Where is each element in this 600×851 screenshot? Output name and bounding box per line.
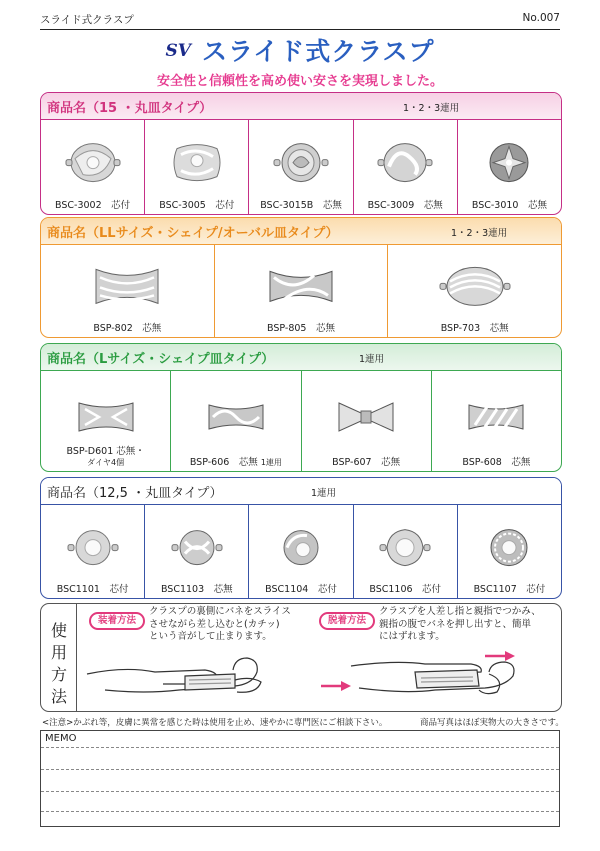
memo-line <box>41 811 559 812</box>
product-cell <box>458 120 561 214</box>
section-usage: 1連用 <box>311 488 337 499</box>
product-label <box>41 443 170 468</box>
clasp-rose-image <box>271 141 331 185</box>
section-title: 商品名（15 ・丸皿タイプ） <box>47 101 213 116</box>
product-label: BSC1107 芯付 <box>473 584 546 595</box>
product-label: BSP-703 芯無 <box>440 323 509 334</box>
section-usage: 1・2・3連用 <box>451 228 508 239</box>
product-label-note: 1連用 <box>260 458 282 467</box>
section-header <box>41 478 561 504</box>
product-label: BSC-3015B 芯無 <box>260 200 342 211</box>
doc-number: No.007 <box>522 12 560 24</box>
section-title: 商品名（LLサイズ・シェイプ/オーバル皿タイプ） <box>47 226 339 241</box>
attach-method-badge: 装着方法 <box>89 612 145 630</box>
product-cell <box>145 120 249 214</box>
clasp-knot-image <box>169 525 225 569</box>
product-label: BSP-805 芯無 <box>267 323 335 334</box>
clasp-pearl-swirl-image <box>273 525 329 569</box>
detach-method-badge: 脱着方法 <box>319 612 375 630</box>
clasp-pearl-petal-image <box>377 525 433 569</box>
product-cell <box>41 120 145 214</box>
usage-side-title: 使 用 方 法 <box>41 604 77 711</box>
clasp-flower-image <box>479 141 539 185</box>
product-cell <box>458 505 561 598</box>
product-cell <box>41 371 171 471</box>
clasp-oval-coil-image <box>438 263 512 309</box>
product-label: BSP-608 芯無 <box>462 457 531 468</box>
product-label: BSP-607 芯無 <box>332 457 401 468</box>
section-title: 商品名（Lサイズ・シェイプ皿タイプ） <box>47 352 275 367</box>
product-label-note: ダイヤ4個 <box>87 458 125 467</box>
top-header-bar <box>40 10 560 30</box>
photo-size-note: 商品写真はほぼ実物大の大きさです。 <box>420 718 564 728</box>
product-cell <box>432 371 561 471</box>
product-cell <box>41 505 145 598</box>
section-header <box>41 93 561 119</box>
section-125-round <box>40 477 562 599</box>
product-label: BSC1103 芯無 <box>160 584 233 595</box>
memo-box[interactable] <box>40 730 560 827</box>
section-usage: 1・2・3連用 <box>403 103 460 114</box>
product-cell <box>302 371 432 471</box>
product-label: BSC-3009 芯無 <box>367 200 443 211</box>
product-cell <box>388 245 561 337</box>
product-label: BSC1104 芯付 <box>265 584 337 595</box>
page-title <box>0 32 600 68</box>
product-label-text: BSP-606 芯無 <box>189 457 258 468</box>
section-title: 商品名（12,5 ・丸皿タイプ） <box>47 486 223 501</box>
detach-method-text: クラスプを人差し指と親指でつかみ、 親指の腹でバネを押し出すと、簡単 にはずれます。 <box>379 606 541 642</box>
section-15-round <box>40 92 562 215</box>
clasp-wave-image <box>205 397 267 437</box>
product-label: BSC-3010 芯無 <box>471 200 547 211</box>
product-label: BSC-3005 芯付 <box>159 200 235 211</box>
product-label: BSC1106 芯付 <box>369 584 442 595</box>
subtitle: 安全性と信頼性を高め使い安さを実現しました。 <box>156 74 443 89</box>
product-label: BSC-3002 芯付 <box>55 200 131 211</box>
clasp-twist-image <box>465 397 527 437</box>
product-cell <box>354 120 458 214</box>
memo-line <box>41 747 559 748</box>
product-cell <box>215 245 389 337</box>
clasp-pearl-image <box>65 525 121 569</box>
doc-category: スライド式クラスプ <box>40 14 134 26</box>
sv-logo: SV <box>165 41 191 61</box>
usage-instructions <box>40 603 562 712</box>
caution-note: <注意>かぶれ等，皮膚に異常を感じた時は使用を止め、速やかに専門医にご相談下さい。 <box>42 718 388 728</box>
section-header <box>41 218 561 244</box>
title-text: スライド式クラスプ <box>202 37 435 66</box>
product-cell <box>249 505 353 598</box>
clasp-ribbon-image <box>335 397 397 437</box>
product-cell <box>171 371 301 471</box>
section-l-shape <box>40 343 562 472</box>
memo-line <box>41 769 559 770</box>
section-usage: 1連用 <box>359 354 385 365</box>
clasp-bow-image <box>264 263 338 309</box>
clasp-pearl-lace-image <box>481 525 537 569</box>
usage-hand-illustration <box>85 650 559 710</box>
clasp-swirl-image <box>375 141 435 185</box>
memo-title: MEMO <box>45 733 77 744</box>
product-cell <box>249 120 353 214</box>
product-cell <box>354 505 458 598</box>
clasp-pearl-image <box>63 141 123 185</box>
product-cell <box>145 505 249 598</box>
clasp-bow-image <box>90 263 164 309</box>
clasp-pearl-image <box>167 141 227 185</box>
section-header <box>41 344 561 370</box>
clasp-bow-image <box>75 397 137 437</box>
attach-method-text: クラスプの裏側にバネをスライス させながら差し込むと(カチッ) という音がして止まります。 <box>149 606 291 642</box>
product-cell <box>41 245 215 337</box>
section-ll-shape <box>40 217 562 338</box>
product-label-text: BSP-D601 芯無・ <box>66 446 145 457</box>
product-label: BSC1101 芯付 <box>56 584 129 595</box>
product-label <box>171 454 300 468</box>
product-label: BSP-802 芯無 <box>93 323 162 334</box>
memo-line <box>41 791 559 792</box>
